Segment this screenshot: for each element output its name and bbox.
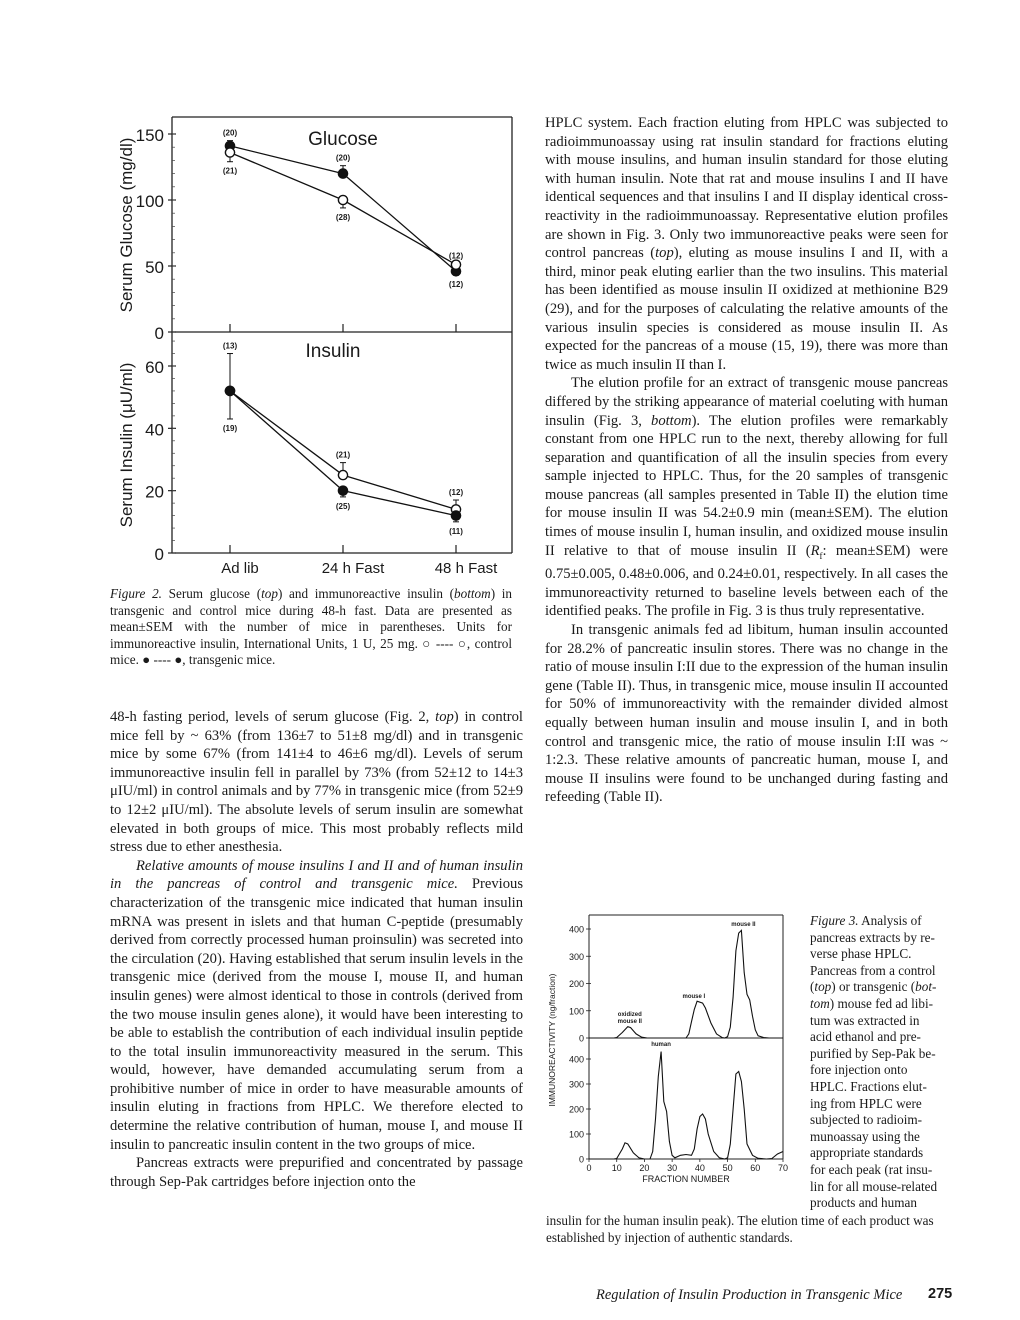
figure-3-caption-tail-text: insulin for the human insulin peak). The elution time of each product was established by injection of authentic standards. [546,1213,934,1245]
glucose-y-axis-label: Serum Glucose (mg/dl) [117,137,136,313]
y-tick-label: 200 [568,979,584,989]
x-tick-label: 70 [777,1163,789,1173]
y-tick-label: 400 [568,1054,584,1065]
x-category-label: 48 h Fast [434,560,498,577]
figure-2-label: Figure 2. [110,586,162,601]
control-marker [338,195,347,204]
n-label: (25) [335,501,351,511]
x-category-label: Ad lib [221,560,259,577]
x-category-label: 24 h Fast [321,560,385,577]
n-label: (20) [222,128,238,138]
x-tick-label: 30 [667,1163,678,1173]
y-tick-label: 0 [578,1033,584,1044]
n-label: (12) [448,251,464,261]
section-heading-relative-amounts: Relative amounts of mouse insulins I and II and of human insulin in the pancreas of control and transgenic mice. [110,857,523,893]
figure-3-caption-line: HPLC. Fractions elut- [810,1078,927,1094]
y-tick-label: 40 [145,420,164,440]
figure-3-caption-line: products and human [810,1195,917,1211]
n-label: (11) [449,526,463,536]
figure-2-caption-text: Serum glucose (top) and immunoreactive insulin (bottom) in transgenic and control mice during 48-h fast. Data are presented as mean±SEM with the number of mice in parentheses. Units for immunoreactive insulin, International Units, 1 U, 25 mg. ○ ---- ○, control mice. ● ---- ●, transgenic mice. [110,586,513,668]
fig3-x-axis-label: FRACTION NUMBER [642,1174,730,1184]
y-tick-label: 20 [145,482,164,502]
figure-3-caption-line: Figure 3. Analysis of [810,913,922,928]
x-tick-label: 60 [750,1163,761,1173]
series-line-control [343,200,456,265]
x-tick-label: 50 [722,1163,733,1173]
right-paragraph-1: HPLC system. Each fraction eluting from HPLC was subjected to radioimmunoassay using rat insulin standard for fractions eluting with mouse insulins, and human insulin standard for those eluting with human insulin. Note that rat and mouse insulins I and II have identical sequences and that insulins I and II display identical cross-reactivity in the radioimmunoassay. Representative elution profiles are shown in Fig. 3. Only two immunoreactive peaks were seen for control pancreas (top), eluting as mouse insulins I and II, with a third, minor peak eluting earlier than the two insulins. This material has been identified as mouse insulin II oxidized at methionine B29 (29), and for the purposes of calculating the relative amounts of the various insulin species is considered as mouse insulin II. As expected for the pancreas of a mouse (15, 19), there was more than twice as much insulin II than I. [545,115,948,373]
series-line-transgenic [343,174,456,272]
y-tick-label: 300 [568,1079,584,1090]
figure-3-caption-line: Pancreas from a control [810,962,936,978]
transgenic-marker [225,386,234,395]
y-tick-label: 400 [568,924,584,935]
series-line-control [343,475,456,509]
left-paragraph-1: 48-h fasting period, levels of serum glucose (Fig. 2, top) in control mice fell by ~ 63% (from 136±7 to 51±8 mg/dl) and in transgenic mice by some 67% (from 141±4 to 46±6 mg/dl). Levels of serum immunoreactive insulin fell in parallel by 73% (from 52±12 to 14±3 μIU/ml) in control animals and by 77% in transgenic mice (from 52±9 to 12±2 μIU/ml). The absolute levels of serum insulin are somewhat elevated in both groups of mice. This most probably reflects mild stress due to ether anesthesia. [110,709,523,856]
y-tick-label: 60 [145,358,164,377]
insulin-panel-title: Insulin [305,341,361,362]
x-tick-label: 40 [694,1163,705,1173]
figure-3-caption-line: munoassay using the [810,1128,920,1144]
n-label: (19) [222,423,238,433]
fig3-x-ticks [586,1159,788,1173]
control-marker [225,148,234,157]
peak-label: mouse I [682,994,706,1000]
fig3-y-axis-label: IMMUNOREACTIVITY (ng/fraction) [547,973,557,1107]
figure-3-caption-line: verse phase HPLC. [810,946,912,962]
figure-2-caption [110,586,512,669]
peak-label: mouse II [731,922,756,928]
x-tick-label: 10 [611,1163,622,1173]
transgenic-marker [451,511,460,520]
n-label: (20) [335,153,351,163]
peak-label: mouse II [617,1019,642,1025]
y-tick-label: 0 [154,324,164,343]
fig3-control-panel [569,922,783,1044]
figure-3-caption-line: tum was extracted in [810,1012,920,1028]
n-label: (21) [335,450,351,460]
right-column [545,114,948,807]
page-number: 275 [928,1286,953,1302]
control-marker [338,470,347,479]
figure-3-caption-line: pancreas extracts by re- [810,929,935,945]
series-line-transgenic [230,391,343,491]
y-tick-label: 100 [568,1006,584,1017]
figure-3-caption-line: ing from HPLC were [810,1095,922,1111]
right-paragraph-2: The elution profile for an extract of transgenic mouse pancreas differed by the striking appearance of material coeluting with human insulin (Fig. 3, bottom). The elution profiles were remarkably constant from one HPLC run to the next, thereby allowing for full separation and quantification of all the insulin species from every sample injected to HPLC. Thus, for the 20 samples of transgenic mouse pancreas (all samples presented in Table II) the elution time for mouse insulin II was 54.2±0.9 min (mean±SEM). The elution times of mouse insulin I, human insulin, and oxidized mouse insulin II relative to that of mouse insulin II ($R_f$: mean±SEM) were 0.75±0.005, 0.48±0.006, and 0.24±0.01, respectively. In all cases the immunoreactivity returned to baseline levels between each of the identified peaks. The profile in Fig. 3 is thus truly representative. [545,375,949,620]
figure-3-caption-line: purified by Sep-Pak be- [810,1045,936,1061]
y-tick-label: 150 [135,126,164,145]
figure-3-chart [540,900,790,1165]
y-tick-label: 0 [154,545,164,564]
left-paragraph-3: Pancreas extracts were prepurified and concentrated by passage through Sep-Pak cartridges before injection onto the [110,1155,523,1190]
n-label: (12) [448,280,464,290]
y-tick-label: 300 [568,951,584,962]
peak-label: human [651,1042,671,1048]
figure-3-caption [810,913,960,1212]
glucose-panel-title: Glucose [308,129,378,150]
glucose-panel [136,126,464,343]
y-tick-label: 100 [568,1129,584,1140]
transgenic-marker [338,486,347,495]
figure-3-caption-line: lin for all mouse-related [810,1178,938,1194]
figure-3-caption-tail [546,1213,951,1246]
left-column [110,708,523,1191]
x-tick-label: 20 [639,1163,650,1173]
figure-3-caption-lines [810,913,960,1212]
y-tick-label: 50 [145,258,164,277]
series-line-transgenic [343,491,456,516]
figure-3-caption-line: (top) or transgenic (bot- [810,979,937,995]
figure-3-caption-line: subjected to radioim- [810,1112,923,1128]
x-tick-label: 0 [586,1163,592,1173]
n-label: (13) [222,341,238,351]
left-paragraph-2: Previous characterization of the transgenic mice indicated that human insulin mRNA was present in islets and that human C-peptide (presumably derived from correctly processed human proinsulin) was secreted into the circulation (20). Having established that serum insulin levels in the transgenic mice (derived from the mouse I, mouse II, and human insulin genes) were almost identical to those in controls (derived from the two mouse insulin genes alone), it would have been interesting to be able to establish the contribution of each individual insulin peptide to the total insulin immunoreactivity measured in the serum. This would, however, have demanded accumulating serum from a prohibitive number of mice in order to have measurable amounts of insulin eluting in fractions from HPLC. We therefore elected to determine the relative contribution of human, mouse I, and mouse II insulin to pancreatic insulin content in the two groups of mice. [110,876,523,1153]
figure-3-caption-line: tom) mouse fed ad libi- [810,995,934,1011]
figure-3-xaxis [540,1100,790,1195]
figure-3-caption-line: fore injection onto [810,1062,908,1078]
figure-3-label: Figure 3. [810,913,859,928]
y-tick-label: 100 [135,192,164,211]
figure-3-caption-line: for each peak (rat insu- [810,1161,933,1177]
figure-3-caption-line: acid ethanol and pre- [810,1029,921,1045]
series-line-control [230,391,343,475]
figure-3-caption-line: appropriate standards [810,1145,924,1161]
figure-2-chart [100,100,530,580]
insulin-y-axis-label: Serum Insulin (μU/ml) [117,362,136,528]
y-tick-label: 200 [568,1104,584,1115]
n-label: (28) [335,212,351,222]
transgenic-marker [338,169,347,178]
n-label: (12) [448,488,464,498]
control-marker [451,260,460,269]
n-label: (21) [222,166,238,176]
right-paragraph-3: In transgenic animals fed ad libitum, human insulin accounted for 28.2% of pancreatic insulin stores. There was no change in the ratio of mouse insulin I:II due to the expression of the human insulin gene (Table II). Thus, in transgenic mice, mouse insulin II accounted for 50% of immunoreactivity with the remainder divided almost equally between human insulin and mouse insulin I, and in both control and transgenic mice, the ratio of mouse insulin I:II was ~ 1:2.3. These relative amounts of pancreatic human, mouse I, and mouse II insulins were found to be unchanged during fasting and refeeding (Table II). [545,621,948,806]
peak-label: oxidized [617,1012,642,1018]
y-tick-label: 0 [578,1154,584,1165]
insulin-panel [145,341,463,564]
running-title: Regulation of Insulin Production in Transgenic Mice [596,1287,903,1303]
